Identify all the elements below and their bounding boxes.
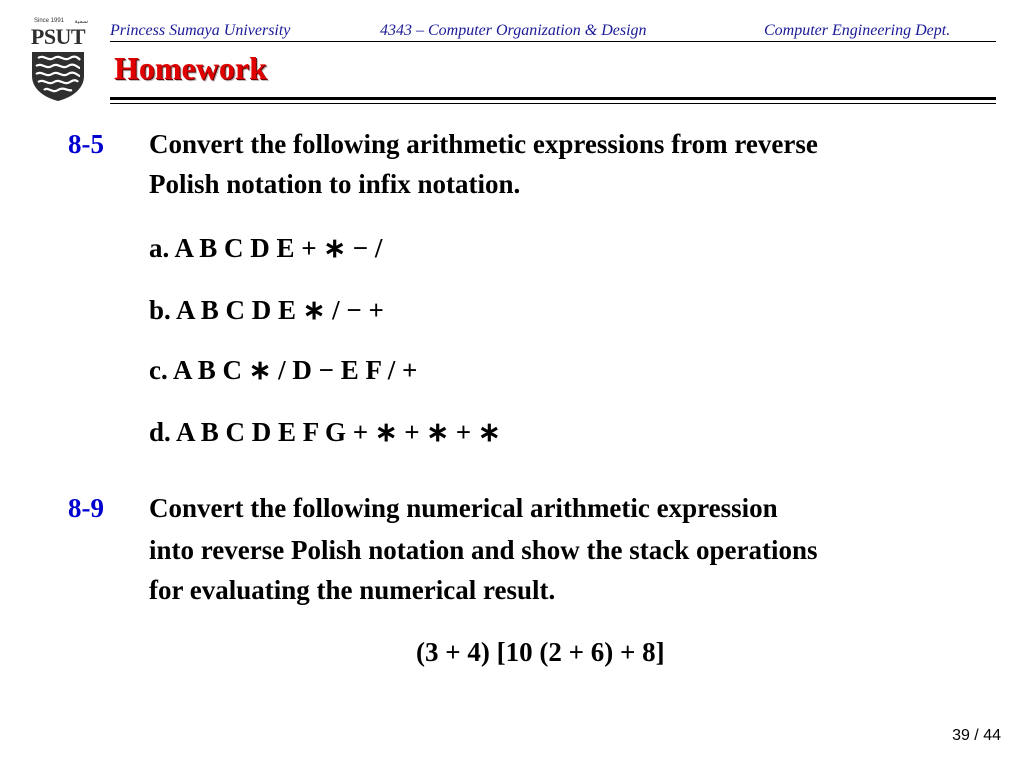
problem-text-line: Polish notation to infix notation. (149, 169, 521, 199)
problem-part-a: a. A B C D E + ∗ − / (149, 233, 383, 263)
problem-text-line: into reverse Polish notation and show the stack operations (149, 535, 818, 565)
problem-part-b: b. A B C D E ∗ / − + (149, 295, 384, 325)
title-rule-thick (110, 97, 996, 100)
header-underline (110, 41, 996, 42)
psut-logo (26, 18, 90, 104)
numerical-expression: (3 + 4) [10 (2 + 6) + 8] (416, 637, 665, 667)
slide-title: Homework (114, 50, 267, 86)
logo-since-text: Since 1991 (34, 18, 65, 24)
problem-number: 8-9 (68, 493, 104, 523)
problem-part-c: c. A B C ∗ / D − E F / + (149, 355, 418, 385)
header-department: Computer Engineering Dept. (764, 22, 951, 39)
problem-text-line: for evaluating the numerical result. (149, 575, 556, 605)
header-university: Princess Sumaya University (110, 22, 291, 39)
problem-text-line: Convert the following arithmetic expressions from reverse (149, 129, 818, 159)
page-number: 39 / 44 (952, 727, 1001, 744)
problem-text-line: Convert the following numerical arithmetic expression (149, 493, 778, 523)
shield-icon (30, 50, 86, 102)
title-rule-thin (110, 103, 996, 104)
logo-arabic-text: سمية (74, 18, 88, 25)
header-course: 4343 – Computer Organization & Design (380, 22, 647, 39)
logo-name: PSUT (30, 24, 86, 49)
problem-part-d: d. A B C D E F G + ∗ + ∗ + ∗ (149, 417, 501, 447)
problem-number: 8-5 (68, 129, 104, 159)
